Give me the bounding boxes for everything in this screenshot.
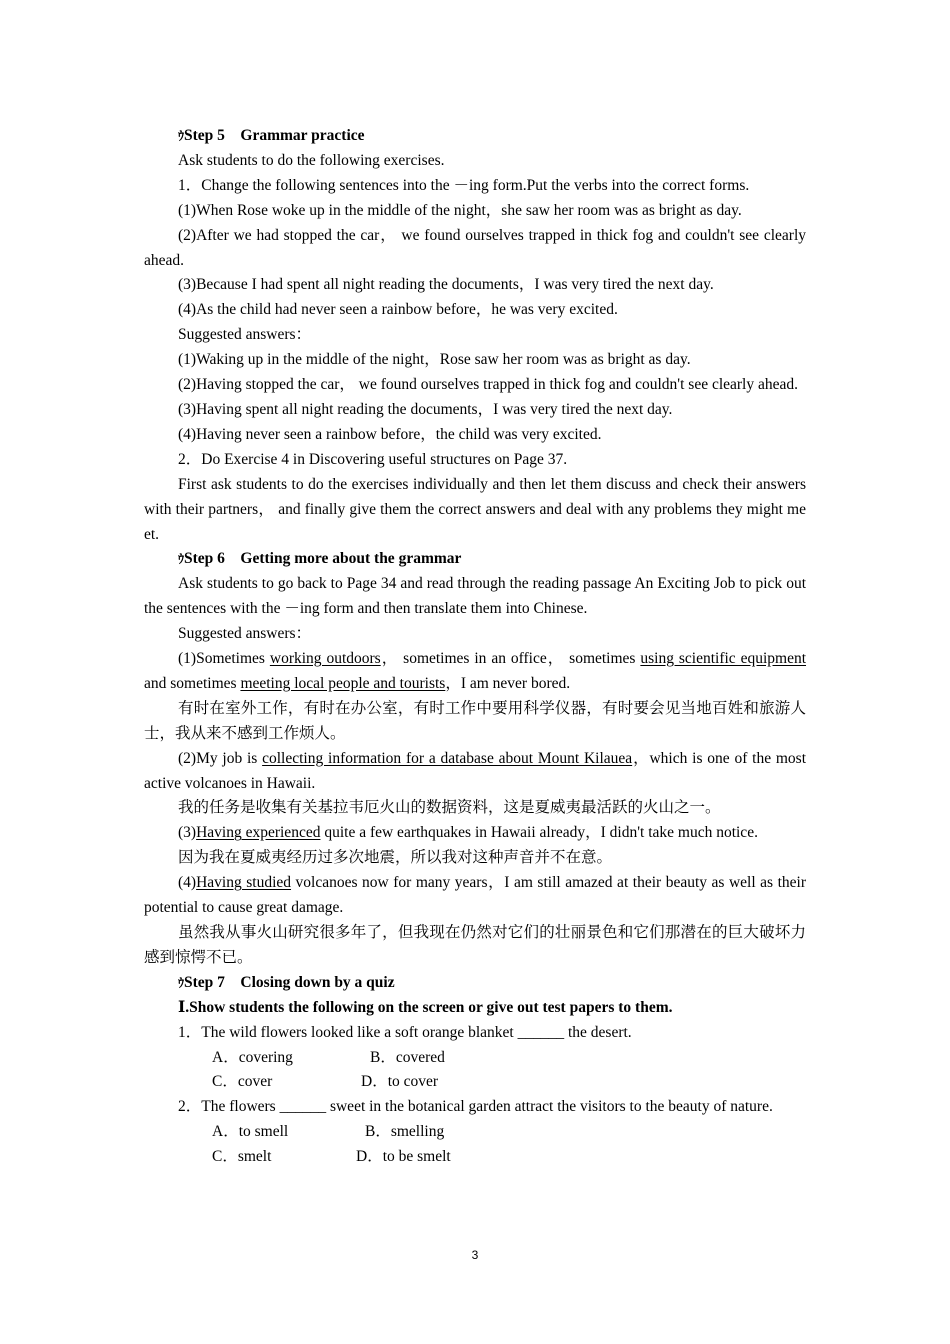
step6-intro: Ask students to go back to Page 34 and read through the reading passage An Exciting Job to pick out the sentences with the －ing form and then translate them into Chinese. bbox=[144, 575, 806, 618]
exercise1-answer: (4)Having never seen a rainbow before，the child was very excited. bbox=[178, 425, 602, 443]
quiz-option: A．to smell bbox=[212, 1123, 289, 1141]
bookmark-icon: ｳ bbox=[178, 129, 184, 143]
exercise1-instruction: 1．Change the following sentences into the －ing form.Put the verbs into the correct forms. bbox=[178, 176, 750, 194]
sentence-1: (1)Sometimes working outdoors， sometimes in an office， sometimes using scientific equipment and sometimes meeting local people and tourists，I am never bored. bbox=[144, 650, 807, 692]
exercise1-answer: (2)Having stopped the car， we found ourselves trapped in thick fog and couldn't see clearly ahead. bbox=[178, 376, 799, 394]
sentence-2: (2)My job is collecting information for a database about Mount Kilauea，which is one of the most active volcanoes in Hawaii. bbox=[144, 749, 807, 792]
quiz-option: D．to be smelt bbox=[356, 1148, 451, 1166]
exercise1-answer: (1)Waking up in the middle of the night，Rose saw her room was as bright as day. bbox=[178, 351, 691, 369]
step5-heading: ｳStep 5 Grammar practice bbox=[178, 127, 365, 144]
step6-heading: ｳStep 6 Getting more about the grammar bbox=[178, 550, 462, 568]
translation-3: 因为我在夏威夷经历过多次地震，所以我对这种声音并不在意。 bbox=[178, 849, 613, 867]
exercise1-item: (4)As the child had never seen a rainbow before，he was very excited. bbox=[178, 301, 618, 319]
answers-label: Suggested answers： bbox=[178, 625, 312, 643]
quiz-option: C．smelt bbox=[212, 1148, 272, 1166]
exercise1-answer: (3)Having spent all night reading the documents，I was very tired the next day. bbox=[178, 400, 673, 418]
exercise1-item: (3)Because I had spent all night reading the documents，I was very tired the next day. bbox=[178, 276, 714, 294]
sentence-3: (3)Having experienced quite a few earthquakes in Hawaii already，I didn't take much notice. bbox=[178, 824, 758, 842]
translation-1: 有时在室外工作，有时在办公室，有时工作中要用科学仪器，有时要会见当地百姓和旅游人士，我从来不感到工作烦人。 bbox=[144, 699, 806, 742]
quiz-part1-title: Ⅰ.Show students the following on the screen or give out test papers to them. bbox=[178, 998, 673, 1016]
quiz-options-row bbox=[144, 1046, 806, 1071]
sentence-4: (4)Having studied volcanoes now for many years，I am still amazed at their beauty as well as their potential to cause great damage. bbox=[144, 874, 807, 917]
bookmark-icon: ｳ bbox=[178, 552, 184, 567]
quiz-question-1: 1．The wild flowers looked like a soft orange blanket ______ the desert. bbox=[178, 1023, 632, 1041]
page-number: 3 bbox=[471, 1248, 479, 1262]
translation-2: 我的任务是收集有关基拉韦厄火山的数据资料，这是夏威夷最活跃的火山之一。 bbox=[178, 799, 721, 817]
quiz-options-row bbox=[144, 1145, 806, 1170]
quiz-option: D．to cover bbox=[361, 1073, 439, 1091]
quiz-question-2: 2．The flowers ______ sweet in the botanical garden attract the visitors to the beauty of nature. bbox=[178, 1098, 773, 1116]
answers-label: Suggested answers： bbox=[178, 326, 312, 344]
step5-intro: Ask students to do the following exercises. bbox=[178, 151, 445, 169]
quiz-option: A．covering bbox=[212, 1048, 293, 1066]
exercise2-instruction: 2．Do Exercise 4 in Discovering useful structures on Page 37. bbox=[178, 450, 568, 468]
quiz-option: C．cover bbox=[212, 1073, 273, 1091]
quiz-option: B．smelling bbox=[365, 1123, 445, 1141]
exercise2-detail: First ask students to do the exercises individually and then let them discuss and check their answers with their partners， and finally give them the correct answers and deal with any problems they might meet. bbox=[144, 475, 806, 543]
exercise1-item: (2)After we had stopped the car， we found ourselves trapped in thick fog and couldn't see clearly ahead. bbox=[144, 226, 806, 269]
bookmark-icon: ｳ bbox=[178, 975, 184, 990]
quiz-options-row bbox=[144, 1070, 806, 1095]
translation-4: 虽然我从事火山研究很多年了，但我现在仍然对它们的壮丽景色和它们那潜在的巨大破坏力感到惊愕不已。 bbox=[144, 924, 806, 966]
quiz-option: B．covered bbox=[370, 1048, 445, 1066]
quiz-options-row bbox=[144, 1120, 806, 1145]
step7-heading: ｳStep 7 Closing down by a quiz bbox=[178, 973, 395, 991]
exercise1-item: (1)When Rose woke up in the middle of the night，she saw her room was as bright as day. bbox=[178, 201, 742, 219]
page-content bbox=[144, 124, 806, 1170]
